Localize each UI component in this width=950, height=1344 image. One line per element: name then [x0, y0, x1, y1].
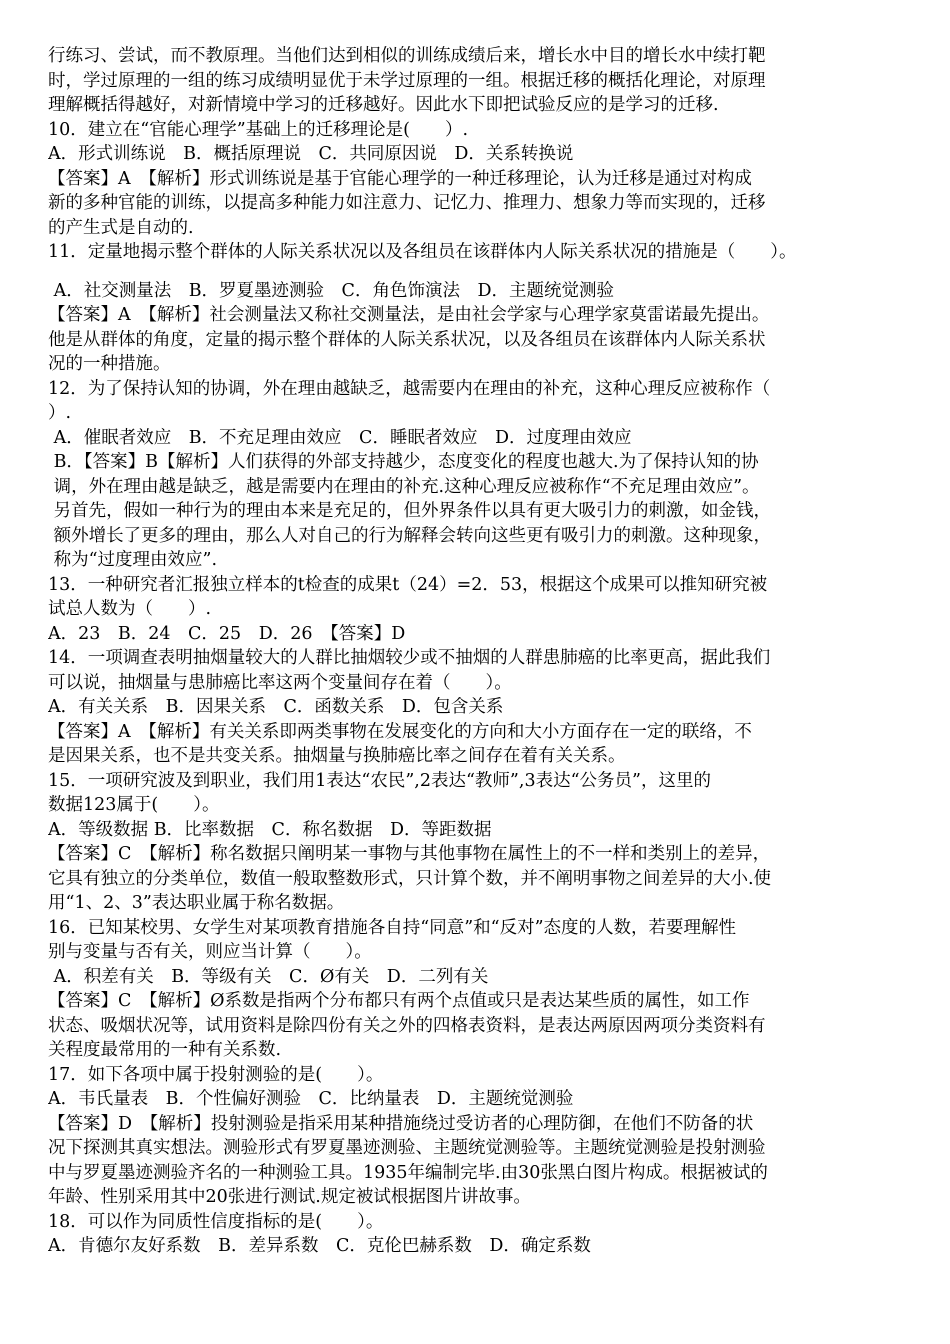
text-line: 数据123属于( ）。 [48, 795, 220, 815]
question-12: 12．为了保持认知的协调，外在理由越缺乏，越需要内在理由的补充，这种心理反应被称作（ [48, 378, 771, 399]
question-18: 18．可以作为同质性信度指标的是( ）。 [48, 1211, 384, 1232]
text-line: 的产生式是自动的. [48, 217, 194, 238]
text-line: 况的一种措施。 [48, 354, 171, 374]
question-17-options: A．韦氏量表 B．个性偏好测验 C．比纳量表 D．主题统觉测验 [48, 1089, 574, 1109]
text-line: 中与罗夏墨迹测验齐名的一种测验工具。1935年编制完毕.由30张黑白图片构成。根据被试的 [48, 1162, 768, 1183]
question-11-options: A．社交测量法 B．罗夏墨迹测验 C．角色饰演法 D．主题统觉测验 [48, 280, 614, 301]
text-line: 调，外在理由越是缺乏，越是需要内在理由的补充.这种心理反应被称作“不充足理由效应”。 [48, 476, 760, 497]
text-line: 另首先，假如一种行为的理由本来是充足的，但外界条件以具有更大吸引力的刺激，如金钱， [48, 501, 772, 521]
text-line: 是因果关系，也不是共变关系。抽烟量与换肺癌比率之间存在着有关关系。 [48, 746, 626, 766]
question-18-options: A．肯德尔友好系数 B．差异系数 C．克伦巴赫系数 D．确定系数 [48, 1236, 591, 1256]
text-line: 理解概括得越好，对新情境中学习的迁移越好。因此水下即把试验反应的是学习的迁移. [48, 95, 719, 115]
question-15: 15．一项研究波及到职业，我们用1表达“农民”,2表达“教师”,3表达“公务员”，这里的 [48, 770, 711, 791]
question-10-options: A．形式训练说 B．概括原理说 C．共同原因说 D．关系转换说 [48, 144, 574, 164]
question-14: 14．一项调查表明抽烟量较大的人群比抽烟较少或不抽烟的人群患肺癌的比率更高，据此我们 [48, 648, 771, 668]
text-line: ）. [48, 403, 72, 423]
question-13: 13．一种研究者汇报独立样本的t检查的成果t（24）=2．53，根据这个成果可以推知研究被 [48, 574, 768, 595]
question-11: 11．定量地揭示整个群体的人际关系状况以及各组员在该群体内人际关系状况的措施是（ ）。 [48, 242, 797, 262]
question-16-options: A．积差有关 B．等级有关 C．Ø有关 D．二列有关 [48, 966, 489, 987]
question-10: 10．建立在“官能心理学”基础上的迁移理论是( ）. [48, 119, 469, 140]
question-12-answer: B．【答案】B【解析】人们获得的外部支持越少，态度变化的程度也越大.为了保持认知的协 [48, 452, 759, 472]
text-line: 别与变量与否有关，则应当计算（ ）。 [48, 942, 372, 962]
text-line: 试总人数为（ ）. [48, 599, 212, 619]
question-17: 17．如下各项中属于投射测验的是( ）。 [48, 1064, 384, 1085]
question-14-answer: 【答案】A 【解析】有关关系即两类事物在发展变化的方向和大小方面存在一定的联络，不 [48, 721, 752, 742]
text-line: 称为“过度理由效应”. [48, 550, 218, 570]
text-line: 用“1、2、3”表达职业属于称名数据。 [48, 893, 345, 913]
question-16-answer: 【答案】C 【解析】Ø系数是指两个分布都只有两个点值或只是表达某些质的属性，如工作 [48, 991, 750, 1011]
question-11-answer: 【答案】A 【解析】社会测量法又称社交测量法，是由社会学家与心理学家莫雷诺最先提出。 [48, 305, 770, 325]
text-line: 可以说，抽烟量与患肺癌比率这两个变量间存在着（ ）。 [48, 672, 512, 693]
text-line: 关程度最常用的一种有关系数. [48, 1040, 282, 1060]
text-line: 它具有独立的分类单位，数值一般取整数形式，只计算个数，并不阐明事物之间差异的大小.使 [48, 868, 772, 889]
text-line: 年龄、性别采用其中20张进行测试.规定被试根据图片讲故事。 [48, 1187, 531, 1207]
text-line: 新的多种官能的训练，以提高多种能力如注意力、记忆力、推理力、想象力等而实现的，迁移 [48, 193, 766, 213]
question-15-options: A．等级数据 B．比率数据 C．称名数据 D．等距数据 [48, 819, 492, 840]
text-line: 行练习、尝试，而不教原理。当他们达到相似的训练成绩后来，增长水中目的增长水中续打靶 [48, 46, 766, 66]
text-line: 况下探测其真实想法。测验形式有罗夏墨迹测验、主题统觉测验等。主题统觉测验是投射测验 [48, 1138, 766, 1158]
question-17-answer: 【答案】D 【解析】投射测验是指采用某种措施绕过受访者的心理防御，在他们不防备的状 [48, 1113, 754, 1134]
blank-line [48, 265, 910, 279]
text-line: 额外增长了更多的理由，那么人对自己的行为解释会转向这些更有吸引力的刺激。这种现象， [48, 525, 772, 546]
text-line: 时，学过原理的一组的练习成绩明显优于未学过原理的一组。根据迁移的概括化理论，对原理 [48, 70, 766, 91]
question-14-options: A．有关关系 B．因果关系 C．函数关系 D．包含关系 [48, 697, 504, 717]
question-13-options: A．23 B．24 C．25 D．26 【答案】D [48, 623, 406, 644]
text-line: 状态、吸烟状况等，试用资料是除四份有关之外的四格表资料，是表达两原因两项分类资料有 [48, 1015, 766, 1036]
question-12-options: A．催眠者效应 B．不充足理由效应 C．睡眠者效应 D．过度理由效应 [48, 427, 632, 448]
question-16: 16．已知某校男、女学生对某项教育措施各自持“同意”和“反对”态度的人数，若要理解性 [48, 917, 737, 938]
question-15-answer: 【答案】C 【解析】称名数据只阐明某一事物与其他事物在属性上的不一样和类别上的差异， [48, 844, 771, 864]
text-line: 他是从群体的角度，定量的揭示整个群体的人际关系状况，以及各组员在该群体内人际关系状 [48, 329, 766, 350]
question-10-answer: 【答案】A 【解析】形式训练说是基于官能心理学的一种迁移理论，认为迁移是通过对构成 [48, 168, 752, 189]
